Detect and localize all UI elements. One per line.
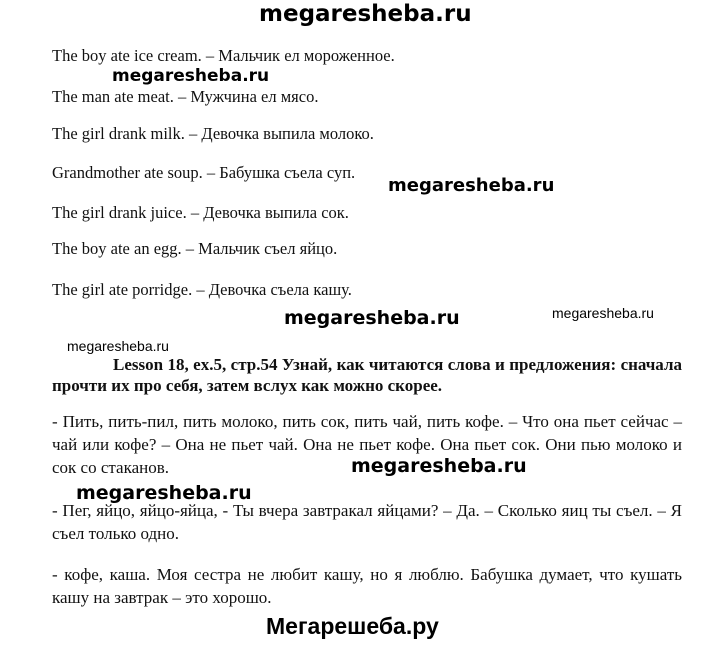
watermark-1: megaresheba.ru: [112, 66, 270, 86]
watermark-small-right: megaresheba.ru: [552, 305, 654, 321]
watermark-5: megaresheba.ru: [76, 482, 252, 504]
paragraph-3: - кофе, каша. Моя сестра не любит кашу, но я люблю. Бабушка думает, что кушать кашу на завтрак – это хорошо.: [52, 565, 682, 607]
sentence-1: The boy ate ice cream. – Мальчик ел мороженное.: [52, 46, 395, 65]
lesson-heading: Lesson 18, ex.5, стр.54 Узнай, как читаются слова и предложения: сначала прочти их про себя, затем вслух как можно скорее.: [52, 355, 682, 395]
sentence-2: The man ate meat. – Мужчина ел мясо.: [52, 87, 319, 106]
paragraph-1: - Пить, пить-пил, пить молоко, пить сок, пить чай, пить кофе. – Что она пьет сейчас – чай или кофе? – Она не пьет чай. Она не пьет кофе. Она пьет сок. Они пью молоко и сок со стаканов.: [52, 412, 682, 477]
watermark-2: megaresheba.ru: [388, 175, 555, 196]
watermark-small-left: megaresheba.ru: [67, 338, 169, 354]
watermark-bottom: Мегарешеба.ру: [266, 613, 439, 639]
sentence-7: The girl ate porridge. – Девочка съела кашу.: [52, 280, 352, 299]
paragraph-2: - Пег, яйцо, яйцо-яйца, - Ты вчера завтракал яйцами? – Да. – Сколько яиц ты съел. – Я съел только одно.: [52, 501, 682, 543]
watermark-top: megaresheba.ru: [259, 1, 472, 27]
sentence-5: The girl drank juice. – Девочка выпила сок.: [52, 203, 349, 222]
watermark-3: megaresheba.ru: [284, 307, 460, 329]
watermark-4: megaresheba.ru: [351, 455, 527, 477]
sentence-6: The boy ate an egg. – Мальчик съел яйцо.: [52, 239, 338, 258]
sentence-4: Grandmother ate soup. – Бабушка съела суп.: [52, 163, 356, 182]
sentence-3: The girl drank milk. – Девочка выпила молоко.: [52, 124, 374, 143]
